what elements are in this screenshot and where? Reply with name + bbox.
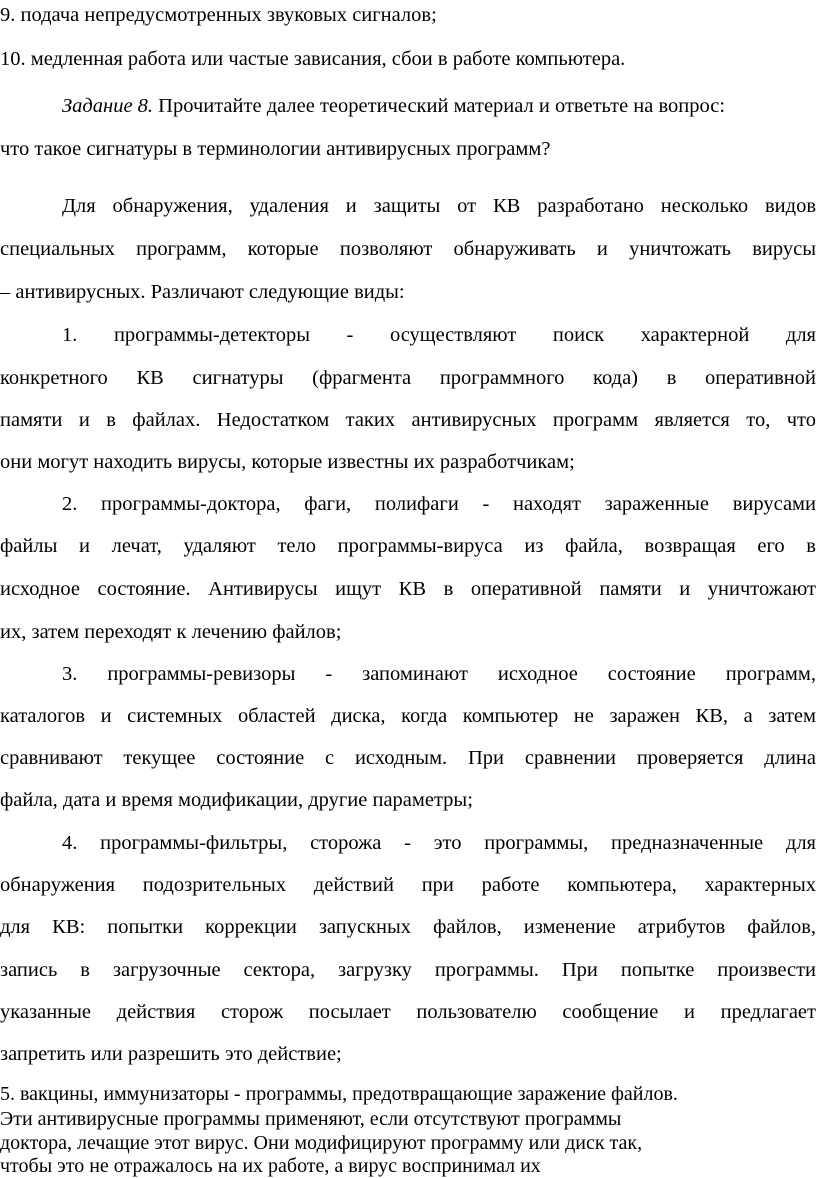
item2-line-3: исходное состояние. Антивирусы ищут КВ в оперативной памяти и уничтожают <box>0 578 816 600</box>
item3-line-2: каталогов и системных областей диска, когда компьютер не заражен КВ, а затем <box>0 705 816 727</box>
item3-line-3: сравнивают текущее состояние с исходным. При сравнении проверяется длина <box>0 747 816 769</box>
task-text: Прочитайте далее теоретический материал и ответьте на вопрос: <box>153 95 726 117</box>
item4-line-5: указанные действия сторож посылает пользователю сообщение и предлагает <box>0 1001 816 1023</box>
item2-line-1: 2. программы-доктора, фаги, полифаги - находят зараженные вирусами <box>62 493 816 515</box>
list-item-10: 10. медленная работа или частые зависания, сбои в работе компьютера. <box>0 48 626 70</box>
item1-line-3: памяти и в файлах. Недостатком таких антивирусных программ является то, что <box>0 409 816 431</box>
item3-line-4: файла, дата и время модификации, другие параметры; <box>0 789 473 811</box>
intro-line-1: Для обнаружения, удаления и защиты от КВ разработано несколько видов <box>62 195 816 217</box>
list-item-9: 9. подача непредусмотренных звуковых сигналов; <box>0 4 437 26</box>
item4-line-6: запретить или разрешить это действие; <box>0 1043 342 1065</box>
item5-line-2: Эти антивирусные программы применяют, если отсутствуют программы <box>0 1108 622 1130</box>
intro-line-3: – антивирусных. Различают следующие виды: <box>0 281 405 303</box>
item1-line-2: конкретного КВ сигнатуры (фрагмента программного кода) в оперативной <box>0 367 816 389</box>
task-heading <box>62 93 816 119</box>
task-question: что такое сигнатуры в терминологии антивирусных программ? <box>0 138 551 160</box>
item4-line-3: для КВ: попытки коррекции запускных файлов, изменение атрибутов файлов, <box>0 916 816 938</box>
item5-line-3: доктора, лечащие этот вирус. Они модифицируют программу или диск так, <box>0 1132 643 1154</box>
intro-line-2: специальных программ, которые позволяют обнаруживать и уничтожать вирусы <box>0 238 816 260</box>
item4-line-1: 4. программы-фильтры, сторожа - это программы, предназначенные для <box>62 832 816 854</box>
item1-line-1: 1. программы-детекторы - осуществляют поиск характерной для <box>62 324 816 346</box>
task-label: Задание 8. <box>62 95 154 117</box>
item5-line-1: 5. вакцины, иммунизаторы - программы, предотвращающие заражение файлов. <box>0 1083 678 1105</box>
item4-line-2: обнаружения подозрительных действий при работе компьютера, характерных <box>0 874 816 896</box>
item5-line-4: чтобы это не отражалось на их работе, а вирус воспринимал их <box>0 1155 541 1177</box>
item3-line-1: 3. программы-ревизоры - запоминают исходное состояние программ, <box>62 663 816 685</box>
item2-line-2: файлы и лечат, удаляют тело программы-вируса из файла, возвращая его в <box>0 535 816 557</box>
item4-line-4: запись в загрузочные сектора, загрузку программы. При попытке произвести <box>0 959 816 981</box>
item1-line-4: они могут находить вирусы, которые известны их разработчикам; <box>0 451 575 473</box>
item2-line-4: их, затем переходят к лечению файлов; <box>0 621 342 643</box>
